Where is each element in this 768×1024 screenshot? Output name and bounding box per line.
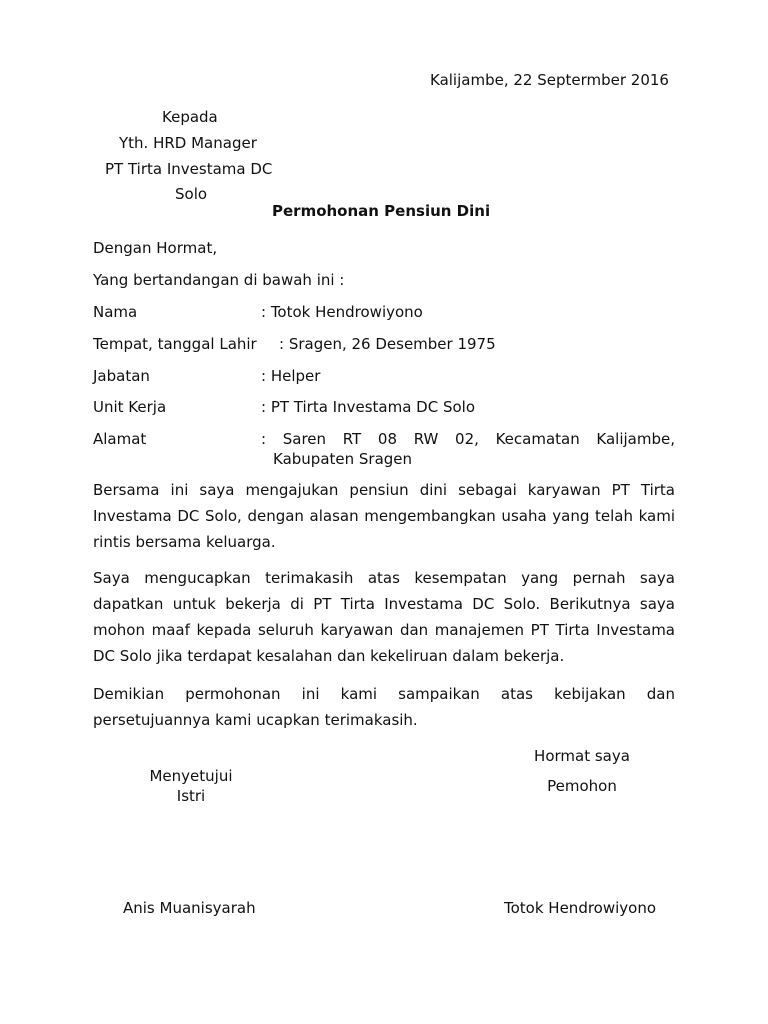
- field-value: : PT Tirta Investama DC Solo: [261, 398, 476, 416]
- letter-subject: Permohonan Pensiun Dini: [272, 202, 491, 220]
- paragraph-2: Saya mengucapkan terimakasih atas kesempatan yang pernah saya dapatkan untuk bekerja di PT Tirta Investama DC Solo. Berikutnya saya mohon maaf kepada seluruh karyawan dan manajemen PT Tirta Investama DC Solo jika terdapat kesalahan dan kekeliruan dalam bekerja.: [93, 569, 675, 665]
- field-label: Jabatan: [93, 367, 150, 385]
- place-date: Kalijambe, 22 Septermber 2016: [430, 71, 669, 89]
- approval-label: Menyetujui: [149, 767, 233, 785]
- field-value: : Helper: [261, 367, 321, 385]
- field-label: Alamat: [93, 430, 147, 448]
- field-value: : Sragen, 26 Desember 1975: [279, 335, 496, 353]
- field-value-line1: : Saren RT 08 RW 02, Kecamatan Kalijambe,: [261, 430, 675, 448]
- field-row-alamat: [93, 429, 675, 469]
- recipient-line-city: Solo: [175, 185, 208, 203]
- recipient-line-title: Yth. HRD Manager: [119, 134, 257, 152]
- signature-name-right: Totok Hendrowiyono: [504, 899, 657, 917]
- field-row-nama: [93, 302, 423, 322]
- intro-line: Yang bertandangan di bawah ini :: [93, 271, 345, 289]
- field-value: : Totok Hendrowiyono: [261, 303, 423, 321]
- field-row-ttl: [93, 334, 496, 354]
- field-row-jabatan: [93, 366, 321, 386]
- paragraph-1: Bersama ini saya mengajukan pensiun dini sebagai karyawan PT Tirta Investama DC Solo, dengan alasan mengembangkan usaha yang telah kami rintis bersama keluarga.: [93, 481, 675, 551]
- signature-name-left: Anis Muanisyarah: [123, 899, 256, 917]
- paragraph-3: Demikian permohonan ini kami sampaikan atas kebijakan dan persetujuannya kami ucapkan terimakasih.: [93, 685, 675, 729]
- recipient-line-company: PT Tirta Investama DC: [105, 160, 273, 178]
- field-label: Unit Kerja: [93, 398, 167, 416]
- closing-regards: Hormat saya: [534, 747, 630, 765]
- field-row-unit-kerja: [93, 397, 476, 417]
- field-label: Nama: [93, 303, 138, 321]
- field-value-line2: Kabupaten Sragen: [273, 450, 413, 468]
- recipient-line-kepada: Kepada: [162, 108, 218, 126]
- salutation: Dengan Hormat,: [93, 239, 218, 257]
- closing-role: Pemohon: [547, 777, 617, 795]
- field-label: Tempat, tanggal Lahir: [93, 335, 257, 353]
- approval-role: Istri: [176, 787, 206, 805]
